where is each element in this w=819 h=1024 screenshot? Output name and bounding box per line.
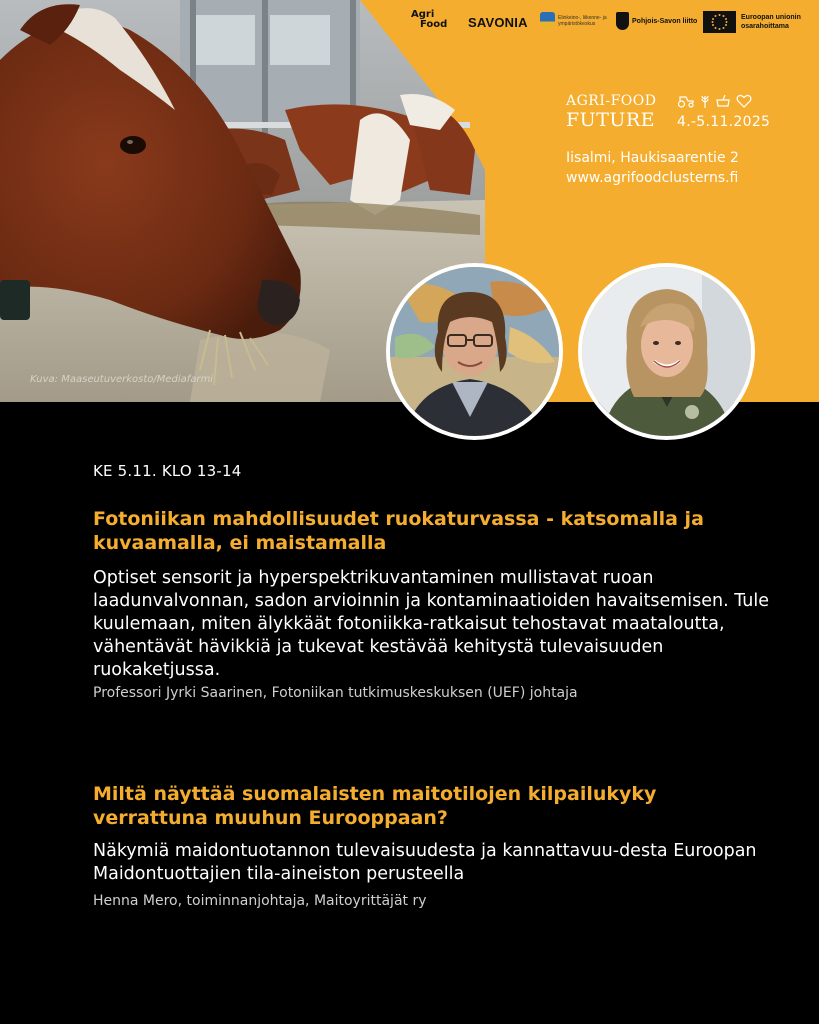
ely-emblem-icon: [540, 12, 555, 29]
coat-of-arms-icon: [616, 12, 629, 30]
ely-logo-text: Elinkeino-, liikenne- ja ympäristökeskus: [558, 14, 607, 27]
event-title-line2: FUTURE: [566, 109, 656, 131]
talk-2-title: Miltä näyttää suomalaisten maitotilojen kilpailukyky verrattuna muuhun Eurooppaan?: [93, 783, 657, 829]
savonia-logo: SAVONIA: [468, 15, 528, 30]
talk-2-speaker: Henna Mero, toiminnanjohtaja, Maitoyrittäjät ry: [93, 893, 427, 909]
event-title-line1: AGRI-FOOD: [566, 93, 657, 109]
tractor-icon: [677, 94, 695, 108]
partner-logos: [0, 0, 819, 46]
psl-logo-text: Pohjois-Savon liitto: [632, 17, 698, 25]
eu-logo-text: [741, 13, 801, 31]
speaker-portrait-henna-mero: [578, 263, 755, 440]
eu-flag-icon: [703, 11, 736, 33]
eu-logo-line1: Euroopan unionin: [741, 14, 801, 21]
event-icons: [677, 94, 752, 108]
wheat-icon: [700, 94, 710, 108]
heart-icon: [736, 94, 752, 108]
talk-1-title: Fotoniikan mahdollisuudet ruokaturvassa - katsomalla ja kuvaamalla, ei maistamalla: [93, 508, 704, 554]
event-date: 4.-5.11.2025: [677, 114, 771, 130]
agrifood-logo-line2: Food: [420, 19, 448, 30]
portrait-man-image: [390, 267, 559, 436]
event-logo: [566, 93, 666, 131]
photo-credit: Kuva: Maaseutuverkosto/Mediafarmi: [30, 374, 214, 385]
eu-logo-line2: osarahoittama: [741, 23, 789, 30]
talk-1-description: Optiset sensorit ja hyperspektrikuvantaminen mullistavat ruoan laadunvalvonnan, sadon arvioinnin ja kontaminaatioiden havaitsemisen. Tule kuulemaan, miten älykkäät fotoniikka-ratkaisut tehostavat maataloutta, vähentävät hävikkiä ja tukevat kestävää kehitystä tulevaisuuden ruokaketjussa.: [93, 568, 770, 680]
portrait-woman-image: [582, 267, 751, 436]
eu-logo: [703, 11, 801, 33]
talk-1-speaker: Professori Jyrki Saarinen, Fotoniikan tutkimuskeskuksen (UEF) johtaja: [93, 685, 578, 701]
pohjois-savon-liitto-logo: [616, 12, 697, 30]
agrifood-logo-line1: Agri: [411, 9, 435, 20]
event-website[interactable]: www.agrifoodclusterns.fi: [566, 170, 739, 186]
bowl-icon: [715, 94, 731, 108]
talk-2-description: Näkymiä maidontuotannon tulevaisuudesta ja kannattavuu-desta Euroopan Maidontuottajien tila-aineiston perusteella: [93, 841, 757, 884]
speaker-portrait-jyrki-saarinen: [386, 263, 563, 440]
event-location: Iisalmi, Haukisaarentie 2: [566, 150, 739, 166]
session-time: KE 5.11. KLO 13-14: [93, 462, 242, 480]
ely-logo: [540, 12, 614, 29]
agrifood-logo: [411, 10, 447, 30]
